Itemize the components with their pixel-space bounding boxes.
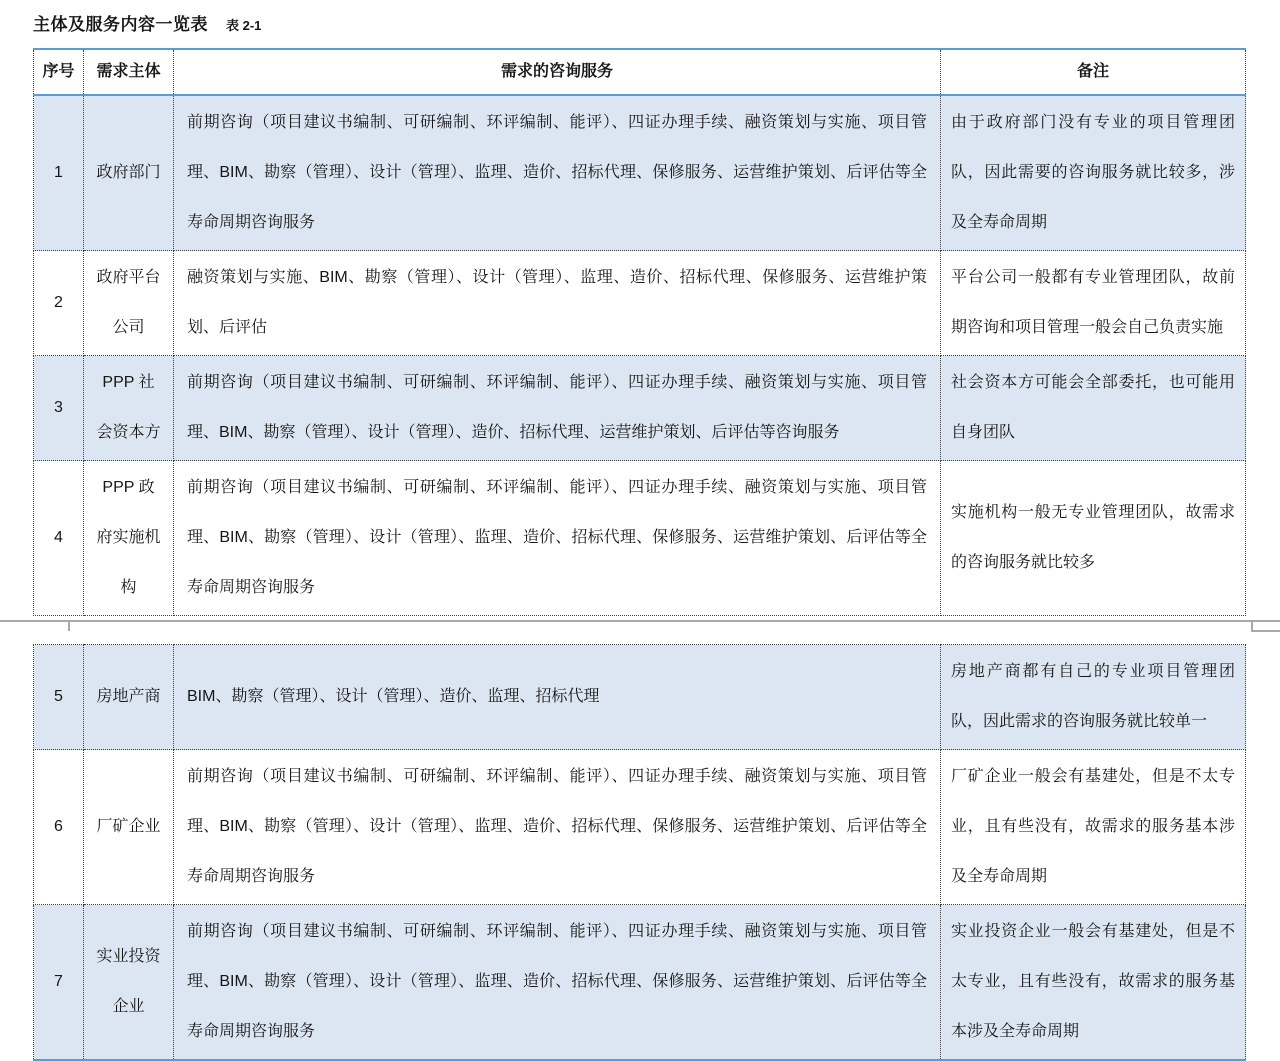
cell-demand-subject[interactable]: 房地产商 <box>84 645 174 750</box>
cell-row-number[interactable]: 1 <box>34 95 84 251</box>
table-title: 主体及服务内容一览表 <box>33 15 208 34</box>
cell-consulting-services[interactable]: 融资策划与实施、BIM、勘察（管理）、设计（管理）、监理、造价、招标代理、保修服务、运营维护策划、后评估 <box>174 251 941 356</box>
cell-demand-subject[interactable]: PPP 社会资本方 <box>84 356 174 461</box>
col-header-subject: 需求主体 <box>84 49 174 95</box>
page-break-line <box>0 620 1280 622</box>
cell-row-number[interactable]: 3 <box>34 356 84 461</box>
table-row <box>34 356 1246 461</box>
service-table-page-2 <box>33 644 1246 1061</box>
table-row <box>34 645 1246 750</box>
cell-row-number[interactable]: 7 <box>34 905 84 1061</box>
cell-consulting-services[interactable]: 前期咨询（项目建议书编制、可研编制、环评编制、能评）、四证办理手续、融资策划与实施、项目管理、BIM、勘察（管理）、设计（管理）、造价、招标代理、运营维护策划、后评估等咨询服务 <box>174 356 941 461</box>
header-row <box>34 49 1246 95</box>
page-break-indicator <box>0 616 1280 631</box>
cell-remark[interactable]: 社会资本方可能会全部委托，也可能用自身团队 <box>941 356 1246 461</box>
page-break-left-tick <box>68 622 70 631</box>
cell-consulting-services[interactable]: 前期咨询（项目建议书编制、可研编制、环评编制、能评）、四证办理手续、融资策划与实施、项目管理、BIM、勘察（管理）、设计（管理）、监理、造价、招标代理、保修服务、运营维护策划、后评估等全寿命周期咨询服务 <box>174 461 941 616</box>
page-break-right-step <box>1251 630 1280 632</box>
service-table-page-1 <box>33 48 1246 616</box>
cell-remark[interactable]: 房地产商都有自己的专业项目管理团队，因此需求的咨询服务就比较单一 <box>941 645 1246 750</box>
cell-consulting-services[interactable]: 前期咨询（项目建议书编制、可研编制、环评编制、能评）、四证办理手续、融资策划与实施、项目管理、BIM、勘察（管理）、设计（管理）、监理、造价、招标代理、保修服务、运营维护策划、后评估等全寿命周期咨询服务 <box>174 905 941 1061</box>
table-row <box>34 905 1246 1061</box>
table-row <box>34 251 1246 356</box>
cell-remark[interactable]: 平台公司一般都有专业管理团队，故前期咨询和项目管理一般会自己负责实施 <box>941 251 1246 356</box>
cell-demand-subject[interactable]: 政府平台公司 <box>84 251 174 356</box>
cell-row-number[interactable]: 4 <box>34 461 84 616</box>
cell-remark[interactable]: 厂矿企业一般会有基建处，但是不太专业，且有些没有，故需求的服务基本涉及全寿命周期 <box>941 750 1246 905</box>
cell-consulting-services[interactable]: 前期咨询（项目建议书编制、可研编制、环评编制、能评）、四证办理手续、融资策划与实施、项目管理、BIM、勘察（管理）、设计（管理）、监理、造价、招标代理、保修服务、运营维护策划、后评估等全寿命周期咨询服务 <box>174 95 941 251</box>
col-header-services: 需求的咨询服务 <box>174 49 941 95</box>
table-row <box>34 750 1246 905</box>
cell-demand-subject[interactable]: 厂矿企业 <box>84 750 174 905</box>
cell-row-number[interactable]: 5 <box>34 645 84 750</box>
cell-consulting-services[interactable]: 前期咨询（项目建议书编制、可研编制、环评编制、能评）、四证办理手续、融资策划与实施、项目管理、BIM、勘察（管理）、设计（管理）、监理、造价、招标代理、保修服务、运营维护策划、后评估等全寿命周期咨询服务 <box>174 750 941 905</box>
cell-consulting-services[interactable]: BIM、勘察（管理）、设计（管理）、造价、监理、招标代理 <box>174 645 941 750</box>
cell-demand-subject[interactable]: 实业投资企业 <box>84 905 174 1061</box>
cell-remark[interactable]: 实业投资企业一般会有基建处，但是不太专业，且有些没有，故需求的服务基本涉及全寿命周期 <box>941 905 1246 1061</box>
cell-demand-subject[interactable]: PPP 政府实施机构 <box>84 461 174 616</box>
cell-remark[interactable]: 实施机构一般无专业管理团队，故需求的咨询服务就比较多 <box>941 461 1246 616</box>
cell-row-number[interactable]: 2 <box>34 251 84 356</box>
title-row <box>33 10 1245 35</box>
cell-remark[interactable]: 由于政府部门没有专业的项目管理团队，因此需要的咨询服务就比较多，涉及全寿命周期 <box>941 95 1246 251</box>
table-row <box>34 461 1246 616</box>
col-header-remark: 备注 <box>941 49 1246 95</box>
cell-row-number[interactable]: 6 <box>34 750 84 905</box>
col-header-no: 序号 <box>34 49 84 95</box>
table-number-label: 表 2-1 <box>226 18 262 33</box>
cell-demand-subject[interactable]: 政府部门 <box>84 95 174 251</box>
table-row <box>34 95 1246 251</box>
